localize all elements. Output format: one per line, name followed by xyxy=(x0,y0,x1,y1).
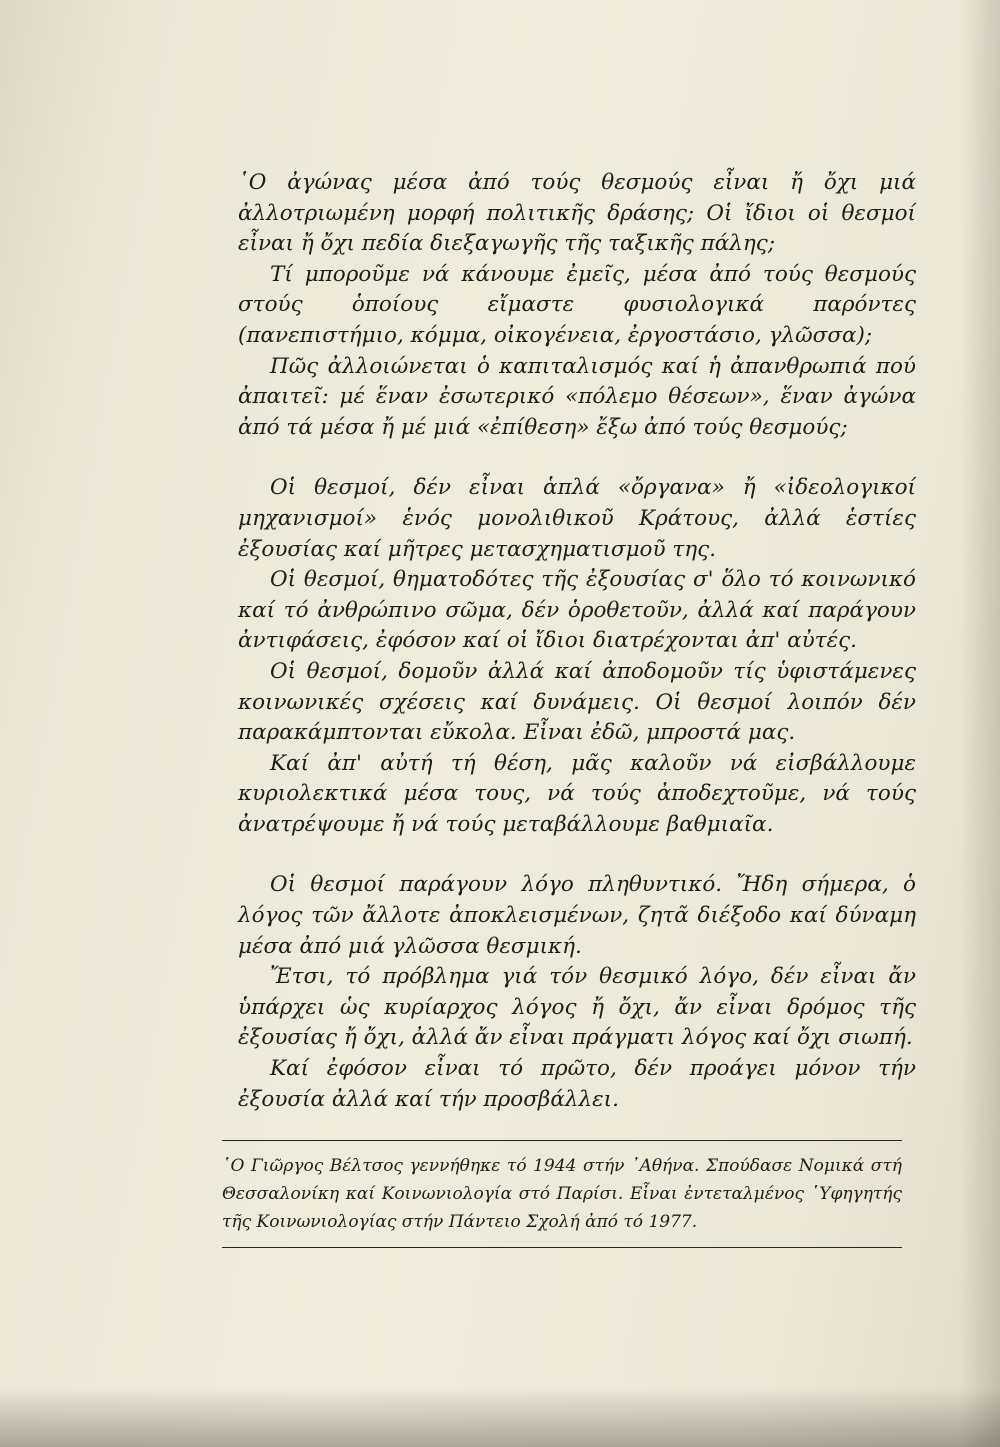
paragraph-s2-p4: Καί ἀπ' αὐτή τή θέση, μᾶς καλοῦν νά εἰσβάλλουμε κυριολεκτικά μέσα τους, νά τούς ἀποδεχτοῦμε, νά τούς ἀνατρέψουμε ἤ νά τούς μεταβάλλουμε βαθμιαῖα. xyxy=(238,750,916,837)
paragraph-s3-p2: Ἔτσι, τό πρόβλημα γιά τόν θεσμικό λόγο, δέν εἶναι ἄν ὑπάρχει ὡς κυρίαρχος λόγος ἤ ὄχι, ἄν εἶναι δρόμος τῆς ἐξουσίας ἤ ὄχι, ἀλλά ἄν εἶναι πράγματι λόγος καί ὄχι σιωπή. xyxy=(238,964,916,1051)
page-edge-shadow-bottom xyxy=(0,1387,1000,1447)
section-gap xyxy=(238,840,916,870)
divider-bottom xyxy=(222,1247,902,1248)
blurb-text xyxy=(238,168,916,1115)
author-bio: ῾Ο Γιῶργος Βέλτσος γεννήθηκε τό 1944 στήν ᾿Αθήνα. Σπούδασε Νομικά στή Θεσσαλονίκη καί Κοινωνιολογία στό Παρίσι. Εἶναι ἐντεταλμένος ῾Υφηγητής τῆς Κοινωνιολογίας στήν Πάντειο Σχολή ἀπό τό 1977. xyxy=(222,1156,902,1232)
paragraph-s1-p1: ῾Ο ἀγώνας μέσα ἀπό τούς θεσμούς εἶναι ἤ ὄχι μιά ἀλλοτριωμένη μορφή πολιτικῆς δράσης; Οἱ ἴδιοι οἱ θεσμοί εἶναι ἤ ὄχι πεδία διεξαγωγῆς τῆς ταξικῆς πάλης; xyxy=(238,170,916,257)
paragraph-s3-p1: Οἱ θεσμοί παράγουν λόγο πληθυντικό. Ἤδη σήμερα, ὁ λόγος τῶν ἄλλοτε ἀποκλεισμένων, ζητᾶ διέξοδο καί δύναμη μέσα ἀπό μιά γλῶσσα θεσμική. xyxy=(238,872,916,959)
paragraph-s3-p3: Καί ἐφόσον εἶναι τό πρῶτο, δέν προάγει μόνον τήν ἐξουσία ἀλλά καί τήν προσβάλλει. xyxy=(238,1056,916,1112)
paragraph-s2-p1: Οἱ θεσμοί, δέν εἶναι ἁπλά «ὄργανα» ἤ «ἰδεολογικοί μηχανισμοί» ἑνός μονολιθικοῦ Κράτους, ἀλλά ἑστίες ἐξουσίας καί μῆτρες μετασχηματισμοῦ της. xyxy=(238,475,916,562)
divider-top xyxy=(222,1140,902,1141)
paragraph-s2-p2: Οἱ θεσμοί, θηματοδότες τῆς ἐξουσίας σ' ὅλο τό κοινωνικό καί τό ἀνθρώπινο σῶμα, δέν ὁροθετοῦν, ἀλλά καί παράγουν ἀντιφάσεις, ἐφόσον καί οἱ ἴδιοι διατρέχονται ἀπ' αὐτές. xyxy=(238,567,916,654)
paragraph-s1-p2: Τί μποροῦμε νά κάνουμε ἐμεῖς, μέσα ἀπό τούς θεσμούς στούς ὁποίους εἴμαστε φυσιολογικά παρόντες (πανεπιστήμιο, κόμμα, οἰκογένεια, ἐργοστάσιο, γλῶσσα); xyxy=(238,261,916,348)
page-edge-shadow-right xyxy=(960,0,1000,1447)
paragraph-s2-p3: Οἱ θεσμοί, δομοῦν ἀλλά καί ἀποδομοῦν τίς ὑφιστάμενες κοινωνικές σχέσεις καί δυνάμεις. Οἱ θεσμοί λοιπόν δέν παρακάμπτονται εὔκολα. Εἶναι ἐδῶ, μπροστά μας. xyxy=(238,658,916,746)
section-gap xyxy=(238,443,916,473)
paragraph-s1-p3: Πῶς ἀλλοιώνεται ὁ καπιταλισμός καί ἡ ἀπανθρωπιά πού ἀπαιτεῖ: μέ ἕναν ἐσωτερικό «πόλεμο θέσεων», ἕναν ἀγώνα ἀπό τά μέσα ἤ μέ μιά «ἐπίθεση» ἔξω ἀπό τούς θεσμούς; xyxy=(238,353,916,440)
